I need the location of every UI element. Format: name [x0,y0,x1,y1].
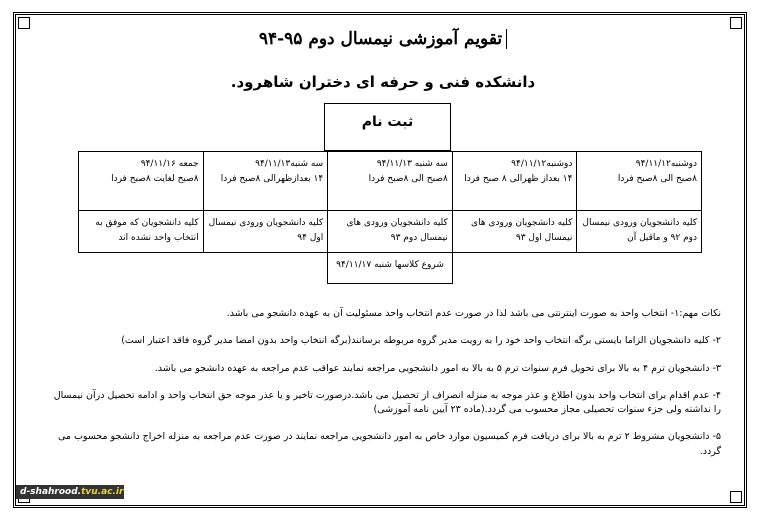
table-cell: کلیه دانشجویان ورودی های نیمسال دوم ۹۳ [328,211,453,253]
page-subtitle: دانشکده فنی و حرفه ای دختران شاهرود. [230,73,536,91]
note-item: ۴- عدم اقدام برای انتخاب واحد بدون اطلاع و عذر موجه به منزله انصراف از تحصیل می باشد.درصورت تاخیر و یا عذر موجه حق انتخاب واحد و ادامه تحصیل درآن نیمسال را نداشته ولی جزء سنوات تحصیلی مجاز محسوب می گردد.(ماده ۲۳ آیین نامه آموزشی) [53,389,721,415]
table-cell: سه شنبه ۹۴/۱۱/۱۳ ۸صبح الی ۸صبح فردا [328,152,453,211]
class-start-note: شروع کلاسها شنبه ۹۴/۱۱/۱۷ [328,252,453,283]
table-cell: دوشنبه۹۴/۱۱/۱۲ ۱۴ بعداز ظهرالی ۸ صبح فردا [452,152,577,211]
table-row [79,152,702,211]
table-cell: کلیه دانشجویان ورودی نیمسال اول ۹۴ [203,211,328,253]
table-cell: کلیه دانشجویان که موفق به انتخاب واحد نشده اند [79,211,204,253]
table-cell-empty [203,252,328,283]
table-cell: جمعه ۹۴/۱۱/۱۶ ۸صبح لغایت ۸صبح فردا [79,152,204,211]
table-cell: سه شنبه۹۴/۱۱/۱۳ ۱۴ بعدازظهرالی ۸صبح فردا [203,152,328,211]
important-notes [46,307,721,472]
table-cell-empty [452,252,577,283]
registration-header [324,103,451,151]
page-title: تقویم آموزشی نیمسال دوم ۹۵-۹۴ [16,29,750,49]
registration-label: ثبت نام [361,114,414,130]
note-item: ۵- دانشجویان مشروط ۲ ترم به بالا برای دریافت فرم کمیسیون موارد خاص به امور دانشجویی مراجعه نمایند در صورت عدم مراجعه به منزله اخراج دانشجو محسوب می گردد. [57,431,721,457]
corner-ornament [730,17,742,29]
registration-schedule-table [78,151,702,284]
table-row [79,211,702,253]
note-item: ۳- دانشجویان ترم ۴ به بالا برای تحویل فرم سنوات ترم ۵ به بالا به امور دانشجویی مراجعه نمایند عواقب عدم مراجعه به عهده دانشجو می باشد. [154,362,721,374]
table-cell: کلیه دانشجویان ورودی های نیمسال اول ۹۳ [452,211,577,253]
corner-ornament [18,17,30,29]
table-cell: دوشنبه۹۴/۱۱/۱۲ ۸صبح الی ۸صبح فردا [577,152,702,211]
note-item: نکات مهم:۱- انتخاب واحد به صورت اینترنتی می باشد لذا در صورت عدم انتخاب واحد مسئولیت آن به عهده دانشجو می باشد. [226,308,721,319]
table-cell-empty [79,252,204,283]
table-row [79,252,702,283]
table-cell-empty [577,252,702,283]
site-watermark: d-shahrood.tvu.ac.ir [16,485,124,499]
note-item: ۲- کلیه دانشجویان الزاما بایستی برگه انتخاب واحد خود را به رویت مدیر گروه مربوطه برسانند(برگه انتخاب واحد بدون امضا مدیر گروه فاقد اعتبار است) [121,335,721,347]
table-cell: کلیه دانشجویان ورودی نیمسال دوم ۹۲ و ماقبل آن [577,211,702,253]
corner-ornament [730,491,742,503]
document-page [13,12,747,508]
